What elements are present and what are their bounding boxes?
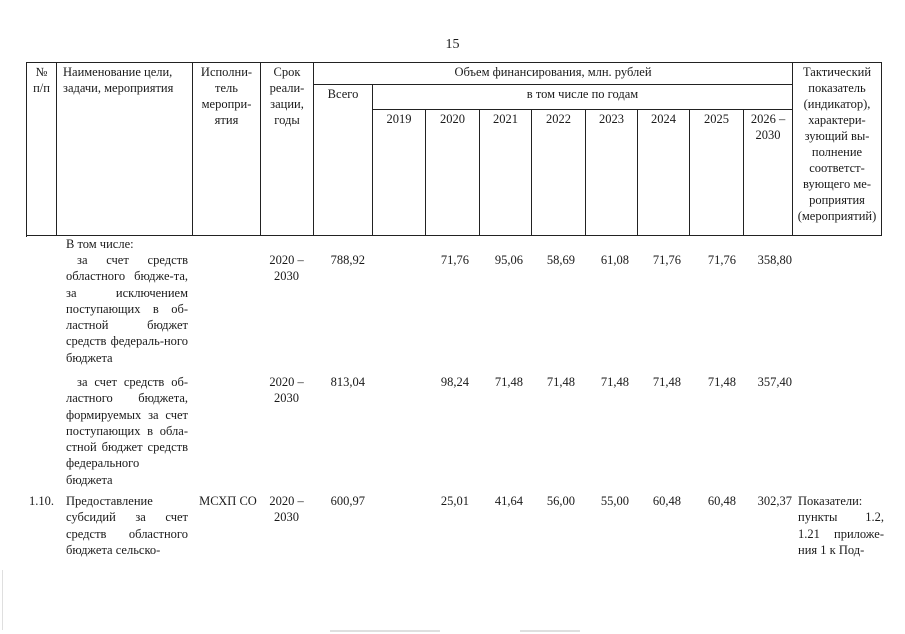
header-executor: Исполни-тель меропри-ятия bbox=[193, 63, 261, 236]
header-year-2023: 2023 bbox=[586, 110, 638, 236]
row-2026-2030: 357,40 bbox=[757, 375, 792, 389]
row-2024: 60,48 bbox=[652, 494, 681, 508]
row-2025: 60,48 bbox=[707, 494, 736, 508]
header-name: Наименование цели, задачи, мероприятия bbox=[57, 63, 193, 236]
header-term: Срок реали-зации, годы bbox=[261, 63, 314, 236]
row-description: за счет средств об-ластного бюджета, формируемых за счет поступающих в обла-стной бюджет средств федерального бюджета bbox=[66, 375, 188, 487]
header-year-2024: 2024 bbox=[638, 110, 690, 236]
row-description: Предоставление субсидий за счет средств областного бюджета сельско- bbox=[66, 494, 188, 557]
row-2021: 95,06 bbox=[494, 253, 523, 267]
row-number: 1.10. bbox=[29, 494, 54, 508]
table-header bbox=[26, 62, 882, 236]
header-year-2025: 2025 bbox=[690, 110, 744, 236]
row-2022: 58,69 bbox=[546, 253, 575, 267]
row-2022: 71,48 bbox=[546, 375, 575, 389]
row-2020: 98,24 bbox=[440, 375, 469, 389]
row-total: 813,04 bbox=[330, 375, 365, 389]
row-2024: 71,48 bbox=[652, 375, 681, 389]
header-year-2021: 2021 bbox=[480, 110, 532, 236]
row-2020: 71,76 bbox=[440, 253, 469, 267]
row-2024: 71,76 bbox=[652, 253, 681, 267]
row-2026-2030: 358,80 bbox=[757, 253, 792, 267]
row-term: 2020 – 2030 bbox=[269, 494, 304, 525]
row-2025: 71,48 bbox=[707, 375, 736, 389]
row-2026-2030: 302,37 bbox=[757, 494, 792, 508]
intro-label: В том числе: bbox=[66, 237, 134, 251]
header-year-2019: 2019 bbox=[373, 110, 426, 236]
row-term: 2020 – 2030 bbox=[269, 253, 304, 284]
row-2023: 61,08 bbox=[600, 253, 629, 267]
row-2025: 71,76 bbox=[707, 253, 736, 267]
row-2022: 56,00 bbox=[546, 494, 575, 508]
row-2020: 25,01 bbox=[440, 494, 469, 508]
scan-artifact bbox=[520, 630, 580, 632]
header-year-2022: 2022 bbox=[532, 110, 586, 236]
header-num: № п/п bbox=[27, 63, 57, 236]
header-year-2020: 2020 bbox=[426, 110, 480, 236]
row-executor: МСХП СО bbox=[199, 494, 257, 508]
row-term: 2020 – 2030 bbox=[269, 375, 304, 406]
header-year-2026-2030: 2026 – 2030 bbox=[744, 110, 793, 236]
row-2023: 55,00 bbox=[600, 494, 629, 508]
scan-artifact bbox=[2, 570, 3, 630]
header-total: Всего bbox=[314, 85, 373, 236]
page-number: 15 bbox=[445, 37, 460, 52]
header-funding: Объем финансирования, млн. рублей bbox=[314, 63, 793, 85]
scan-artifact bbox=[330, 630, 440, 632]
row-total: 600,97 bbox=[330, 494, 365, 508]
row-2023: 71,48 bbox=[600, 375, 629, 389]
header-by-years: в том числе по годам bbox=[373, 85, 793, 110]
header-indicator: Тактический показатель (индикатор), характери-зующий вы-полнение соответст-вующего ме-роприятия (мероприятий) bbox=[793, 63, 882, 236]
row-2021: 41,64 bbox=[494, 494, 523, 508]
row-description: за счет средств областного бюдже-та, за исключением поступающих в об-ластной бюджет средств федераль-ного бюджета bbox=[66, 253, 188, 365]
row-indicator: Показатели: пункты 1.2, 1.21 приложе-ния 1 к Под- bbox=[798, 494, 884, 557]
row-total: 788,92 bbox=[330, 253, 365, 267]
row-2021: 71,48 bbox=[494, 375, 523, 389]
